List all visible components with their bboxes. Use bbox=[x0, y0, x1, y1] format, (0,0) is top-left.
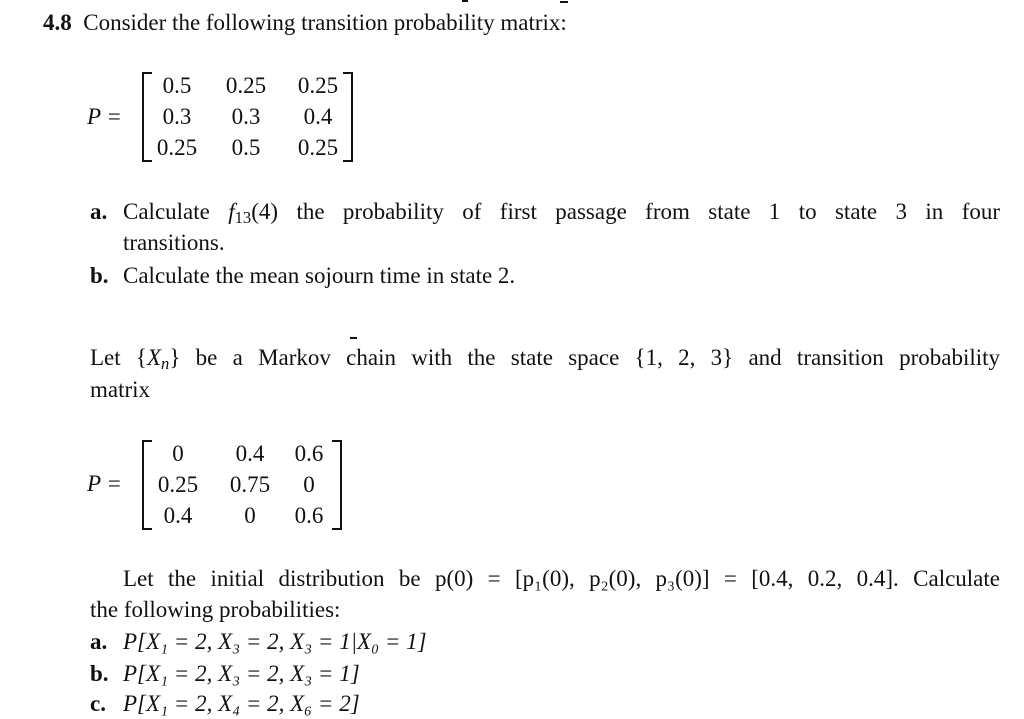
item-b-text: P[X₁ = 2, X₃ = 2, X₃ = 1] bbox=[123, 661, 360, 686]
matrix-2-cell: 0.75 bbox=[229, 472, 271, 497]
matrix-1-label: P = bbox=[87, 104, 122, 129]
part-b-label: b. bbox=[90, 263, 109, 288]
matrix-2-cell: 0 bbox=[244, 503, 256, 528]
markov-intro: Let $\{X_n\}$ be a Markov chain with the state space {1, 2, 3} and transition probability bbox=[90, 345, 1001, 374]
matrix-2-cell: 0.6 bbox=[294, 441, 324, 466]
matrix-1-cell: 0.4 bbox=[303, 104, 333, 129]
stray-mark bbox=[350, 337, 357, 339]
item-b-label: b. bbox=[90, 661, 109, 686]
matrix-1-cell: 0.3 bbox=[162, 104, 192, 129]
initial-distribution-line2: the following probabilities: bbox=[90, 597, 341, 622]
matrix-2-cell: 0 bbox=[172, 441, 184, 466]
part-a-label: a. bbox=[90, 199, 108, 224]
matrix-1-cell: 0.3 bbox=[231, 104, 261, 129]
part-a-line2: transitions. bbox=[123, 230, 225, 255]
part-a-text: Calculate $f_{13}(4)$ the probability of first passage from state 1 to state 3 in four bbox=[123, 199, 1001, 228]
item-c-label: c. bbox=[90, 691, 106, 716]
problem-heading bbox=[43, 8, 567, 38]
item-a-label: a. bbox=[90, 629, 108, 654]
markov-intro-line2: matrix bbox=[90, 377, 151, 402]
problem-intro: Consider the following transition probability matrix: bbox=[83, 10, 567, 35]
matrix-2-cell: 0.25 bbox=[157, 472, 199, 497]
item-a-text: P[X₁ = 2, X₃ = 2, X₃ = 1|X₀ = 1] bbox=[123, 629, 427, 654]
matrix-1-cell: 0.5 bbox=[231, 135, 261, 160]
matrix-2-cell: 0.6 bbox=[294, 503, 324, 528]
matrix-1-cell: 0.5 bbox=[162, 73, 192, 98]
cropped-line-mark bbox=[462, 0, 468, 2]
matrix-2-cell: 0 bbox=[303, 472, 315, 497]
initial-distribution: Let the initial distribution be p(0) = [p₁(0), p₂(0), p₃(0)] = [0.4, 0.2, 0.4]. Calculate bbox=[123, 566, 1000, 591]
matrix-1-cell: 0.25 bbox=[225, 73, 267, 98]
matrix-1-cell: 0.25 bbox=[156, 135, 198, 160]
item-c-text: P[X₁ = 2, X₄ = 2, X₆ = 2] bbox=[123, 691, 360, 716]
cropped-line-mark bbox=[560, 1, 568, 3]
problem-number: 4.8 bbox=[43, 10, 72, 35]
matrix-1-cell: 0.25 bbox=[297, 73, 339, 98]
part-b-text: Calculate the mean sojourn time in state 2. bbox=[123, 263, 516, 288]
matrix-2-label: P = bbox=[87, 471, 122, 496]
matrix-2-cell: 0.4 bbox=[163, 503, 193, 528]
matrix-2-cell: 0.4 bbox=[235, 441, 265, 466]
matrix-1-cell: 0.25 bbox=[297, 135, 339, 160]
